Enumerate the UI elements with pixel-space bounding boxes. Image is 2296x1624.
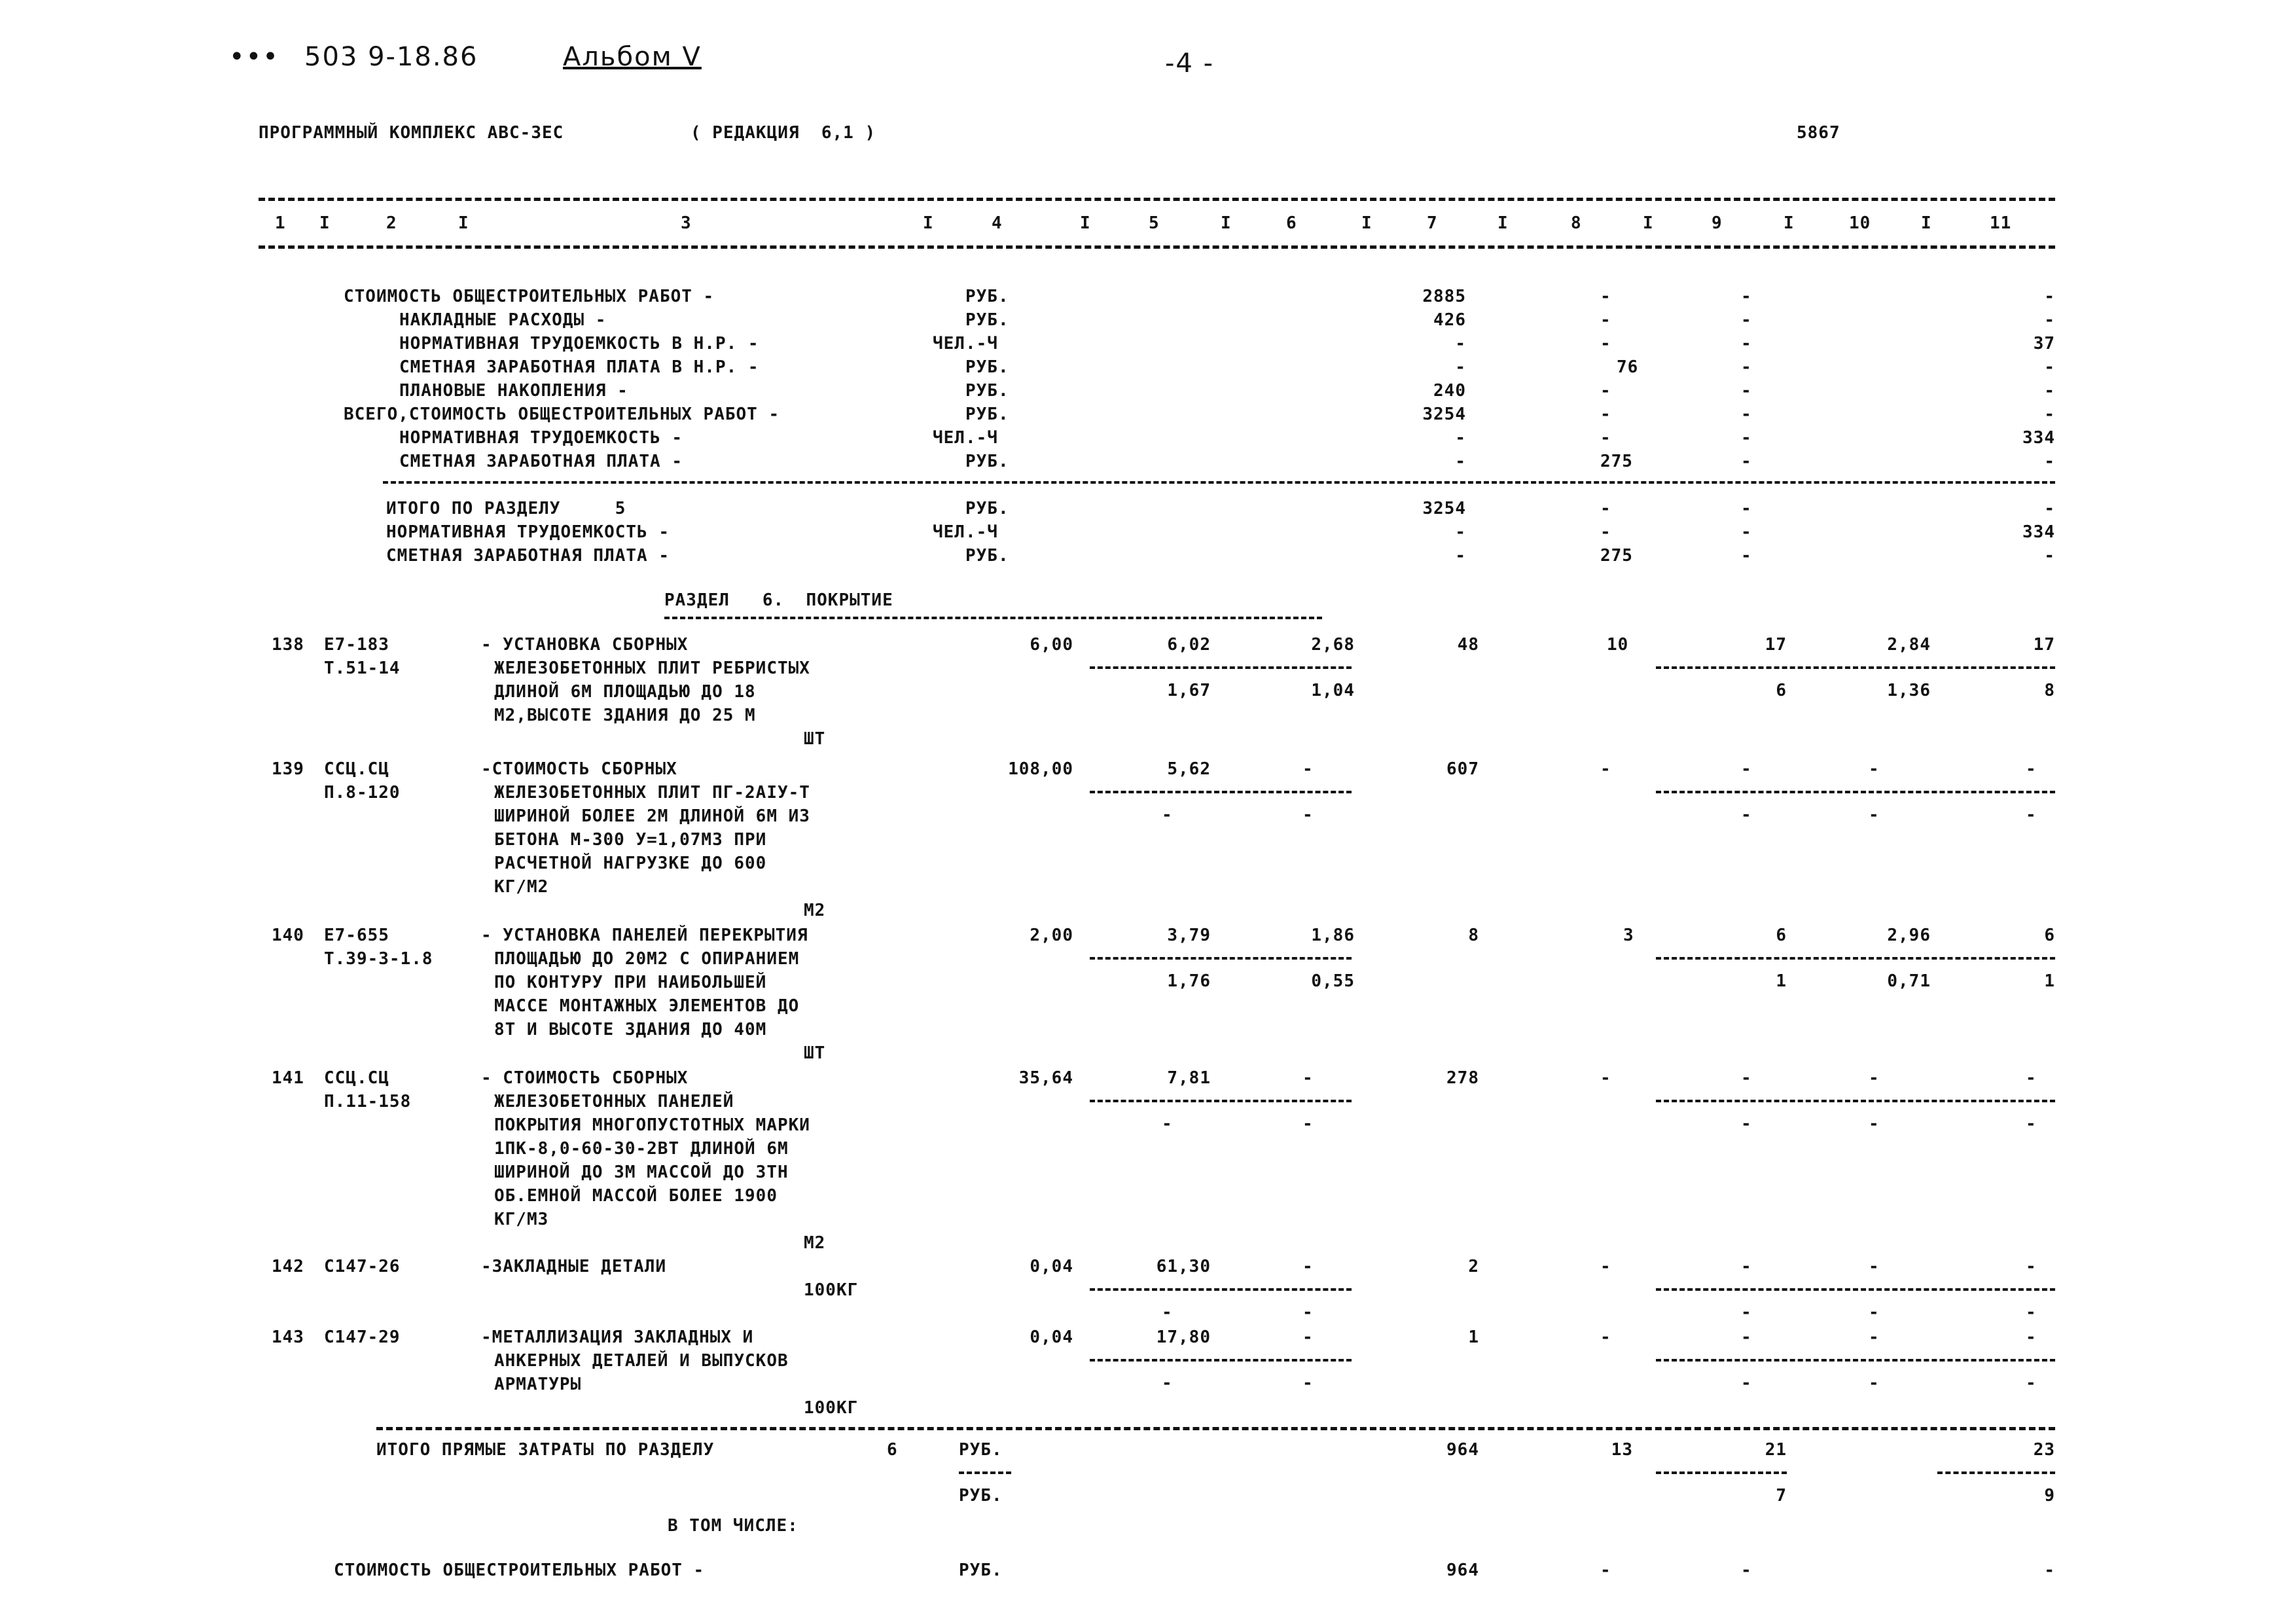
totals-col9: 7 bbox=[1776, 1486, 1787, 1506]
summary-row-col8: 76 bbox=[1617, 357, 1639, 377]
item-col11: - bbox=[2026, 1373, 2037, 1393]
summary-row-label: ВСЕГО,СТОИМОСТЬ ОБЩЕСТРОИТЕЛЬНЫХ РАБОТ - bbox=[344, 405, 780, 424]
column-separator: I bbox=[1921, 213, 1932, 233]
item-description-line: БЕТОНА М-300 У=1,07М3 ПРИ bbox=[494, 830, 767, 850]
summary-row-label: СТОИМОСТЬ ОБЩЕСТРОИТЕЛЬНЫХ РАБОТ - bbox=[344, 287, 715, 306]
item-code-ref: Т.39-3-1.8 bbox=[324, 949, 433, 969]
item-unit-wage: 1,86 bbox=[1311, 926, 1355, 945]
item-unit-wage: 2,68 bbox=[1311, 635, 1355, 655]
edition-label: ( РЕДАКЦИЯ 6,1 ) bbox=[691, 123, 876, 143]
fraction-line bbox=[1090, 1100, 1352, 1102]
item-unit-cost-machines: 1,67 bbox=[1167, 681, 1211, 700]
totals-col8: 13 bbox=[1611, 1440, 1633, 1460]
totals-rule bbox=[376, 1427, 2055, 1430]
summary-row-unit: ЧЕЛ.-Ч bbox=[933, 522, 998, 542]
summary-row-col9: - bbox=[1741, 287, 1752, 306]
handwritten-album: Альбом V bbox=[563, 42, 702, 72]
item-description-line: АРМАТУРЫ bbox=[494, 1375, 582, 1394]
summary-row-col7: - bbox=[1455, 357, 1466, 377]
item-col10: - bbox=[1869, 1114, 1880, 1134]
item-quantity: 0,04 bbox=[1030, 1257, 1073, 1276]
item-description-line: ПОКРЫТИЯ МНОГОПУСТОТНЫХ МАРКИ bbox=[494, 1115, 810, 1135]
item-total-wage: 10 bbox=[1607, 635, 1629, 655]
summary-row-col7: 3254 bbox=[1422, 405, 1466, 424]
item-description-line: КГ/М3 bbox=[494, 1210, 549, 1229]
summary-row-col8: - bbox=[1600, 522, 1611, 542]
item-code-ref: Т.51-14 bbox=[324, 659, 401, 678]
summary-row-col9: - bbox=[1741, 381, 1752, 401]
item-col9: - bbox=[1741, 1373, 1752, 1393]
summary-row-unit: РУБ. bbox=[965, 405, 1009, 424]
column-number-1: 1 bbox=[275, 213, 286, 233]
summary-row-col11: - bbox=[2044, 381, 2055, 401]
column-separator: I bbox=[1784, 213, 1795, 233]
summary-row-col11: - bbox=[2044, 1561, 2055, 1580]
summary-row-col8: 275 bbox=[1600, 452, 1633, 471]
item-col10: - bbox=[1869, 1373, 1880, 1393]
item-description-line: ПО КОНТУРУ ПРИ НАИБОЛЬШЕЙ bbox=[494, 973, 767, 992]
item-number: 139 bbox=[272, 759, 304, 779]
item-col11: 6 bbox=[2044, 926, 2055, 945]
item-unit-cost: 17,80 bbox=[1156, 1327, 1211, 1347]
summary-row-unit: РУБ. bbox=[965, 452, 1009, 471]
item-col9: 6 bbox=[1776, 926, 1787, 945]
item-description-line: ЖЕЛЕЗОБЕТОННЫХ ПЛИТ РЕБРИСТЫХ bbox=[494, 659, 810, 678]
item-code: С147-29 bbox=[324, 1327, 401, 1347]
item-col11: - bbox=[2026, 1327, 2037, 1347]
column-number-10: 10 bbox=[1849, 213, 1871, 233]
summary-row-unit: РУБ. bbox=[965, 546, 1009, 566]
column-separator: I bbox=[1080, 213, 1091, 233]
item-unit-cost-machines: - bbox=[1162, 1373, 1173, 1393]
header-rule-top bbox=[259, 198, 2055, 201]
fraction-line bbox=[1090, 666, 1352, 669]
item-description-line: - УСТАНОВКА СБОРНЫХ bbox=[481, 635, 689, 655]
column-separator: I bbox=[1643, 213, 1654, 233]
summary-row-label: НОРМАТИВНАЯ ТРУДОЕМКОСТЬ - bbox=[386, 522, 670, 542]
column-number-8: 8 bbox=[1571, 213, 1582, 233]
item-total-cost: 2 bbox=[1468, 1257, 1479, 1276]
item-quantity: 0,04 bbox=[1030, 1327, 1073, 1347]
item-unit: 100КГ bbox=[804, 1398, 859, 1418]
item-col10: 2,84 bbox=[1887, 635, 1931, 655]
item-col9: - bbox=[1741, 1068, 1752, 1088]
item-unit-cost: 5,62 bbox=[1167, 759, 1211, 779]
item-total-wage: - bbox=[1600, 1257, 1611, 1276]
item-description-line: РАСЧЕТНОЙ НАГРУЗКЕ ДО 600 bbox=[494, 854, 767, 873]
summary-row-col7: - bbox=[1455, 546, 1466, 566]
program-title: ПРОГРАММНЫЙ КОМПЛЕКС АВС-3ЕС bbox=[259, 123, 564, 143]
item-quantity: 6,00 bbox=[1030, 635, 1073, 655]
item-description-line: -СТОИМОСТЬ СБОРНЫХ bbox=[481, 759, 677, 779]
item-col10: 1,36 bbox=[1887, 681, 1931, 700]
item-col10: - bbox=[1869, 1068, 1880, 1088]
item-col10: 2,96 bbox=[1887, 926, 1931, 945]
item-code: Е7-655 bbox=[324, 926, 389, 945]
totals-section-number: 6 bbox=[887, 1440, 898, 1460]
summary-row-label: СТОИМОСТЬ ОБЩЕСТРОИТЕЛЬНЫХ РАБОТ - bbox=[334, 1561, 705, 1580]
item-unit-cost-machines: 1,76 bbox=[1167, 971, 1211, 991]
column-separator: I bbox=[1361, 213, 1372, 233]
item-description-line: 8Т И ВЫСОТЕ ЗДАНИЯ ДО 40М bbox=[494, 1020, 767, 1039]
summary-row-col7: 2885 bbox=[1422, 287, 1466, 306]
fraction-line bbox=[1656, 1359, 2055, 1362]
including-label: В ТОМ ЧИСЛЕ: bbox=[668, 1516, 798, 1536]
summary-row-col8: - bbox=[1600, 381, 1611, 401]
item-col9: - bbox=[1741, 1327, 1752, 1347]
summary-row-label: ПЛАНОВЫЕ НАКОПЛЕНИЯ - bbox=[399, 381, 628, 401]
totals-col7: 964 bbox=[1446, 1440, 1479, 1460]
block-separator bbox=[383, 481, 2055, 484]
item-total-cost: 607 bbox=[1446, 759, 1479, 779]
summary-row-col7: - bbox=[1455, 334, 1466, 353]
summary-row-col8: - bbox=[1600, 428, 1611, 448]
summary-row-unit: РУБ. bbox=[965, 381, 1009, 401]
fraction-line bbox=[1090, 957, 1352, 960]
item-col11: - bbox=[2026, 1068, 2037, 1088]
totals-col9: 21 bbox=[1765, 1440, 1787, 1460]
summary-row-col11: - bbox=[2044, 357, 2055, 377]
item-total-cost: 1 bbox=[1468, 1327, 1479, 1347]
item-code: ССЦ.СЦ bbox=[324, 759, 389, 779]
item-number: 143 bbox=[272, 1327, 304, 1347]
summary-row-col8: - bbox=[1600, 287, 1611, 306]
item-unit-cost: 3,79 bbox=[1167, 926, 1211, 945]
summary-row-col7: 426 bbox=[1433, 310, 1466, 330]
item-code: С147-26 bbox=[324, 1257, 401, 1276]
summary-row-col11: - bbox=[2044, 310, 2055, 330]
summary-row-col7: 964 bbox=[1446, 1561, 1479, 1580]
item-unit-wage-machines: - bbox=[1302, 805, 1314, 825]
summary-row-col7: 240 bbox=[1433, 381, 1466, 401]
item-col9: 1 bbox=[1776, 971, 1787, 991]
item-unit: 100КГ bbox=[804, 1280, 859, 1300]
item-unit-cost-machines: - bbox=[1162, 805, 1173, 825]
handwritten-mark: ••• bbox=[229, 42, 279, 72]
item-description-line: - УСТАНОВКА ПАНЕЛЕЙ ПЕРЕКРЫТИЯ bbox=[481, 926, 808, 945]
totals-col11: 23 bbox=[2033, 1440, 2055, 1460]
fraction-line bbox=[1090, 1359, 1352, 1362]
column-number-4: 4 bbox=[992, 213, 1003, 233]
column-number-2: 2 bbox=[386, 213, 397, 233]
item-unit-cost: 7,81 bbox=[1167, 1068, 1211, 1088]
fraction-line bbox=[1656, 1100, 2055, 1102]
item-unit-cost: 61,30 bbox=[1156, 1257, 1211, 1276]
item-code: Е7-183 bbox=[324, 635, 389, 655]
fraction-line bbox=[959, 1471, 1011, 1474]
item-unit-cost-machines: - bbox=[1162, 1114, 1173, 1134]
column-separator: I bbox=[1221, 213, 1232, 233]
summary-row-col9: - bbox=[1741, 499, 1752, 518]
fraction-line bbox=[1656, 791, 2055, 793]
item-col11: 17 bbox=[2033, 635, 2055, 655]
item-col9: 17 bbox=[1765, 635, 1787, 655]
item-col9: - bbox=[1741, 1303, 1752, 1322]
item-col11: - bbox=[2026, 1114, 2037, 1134]
item-col9: - bbox=[1741, 805, 1752, 825]
summary-row-col11: - bbox=[2044, 499, 2055, 518]
item-unit-wage-machines: - bbox=[1302, 1303, 1314, 1322]
item-description-line: ШИРИНОЙ ДО 3М МАССОЙ ДО 3ТН bbox=[494, 1163, 789, 1182]
summary-row-label: СМЕТНАЯ ЗАРАБОТНАЯ ПЛАТА - bbox=[399, 452, 683, 471]
column-separator: I bbox=[319, 213, 331, 233]
column-number-9: 9 bbox=[1712, 213, 1723, 233]
summary-row-unit: РУБ. bbox=[965, 499, 1009, 518]
handwritten-code: 503 9-18.86 bbox=[304, 42, 478, 72]
summary-row-label: НАКЛАДНЫЕ РАСХОДЫ - bbox=[399, 310, 607, 330]
summary-row-col9: - bbox=[1741, 522, 1752, 542]
section-title: РАЗДЕЛ 6. ПОКРЫТИЕ bbox=[664, 590, 893, 610]
summary-row-label: НОРМАТИВНАЯ ТРУДОЕМКОСТЬ В Н.Р. - bbox=[399, 334, 759, 353]
item-unit-wage: - bbox=[1302, 1327, 1314, 1347]
item-description-line: 1ПК-8,0-60-30-2ВТ ДЛИНОЙ 6М bbox=[494, 1139, 789, 1159]
item-col11: - bbox=[2026, 1257, 2037, 1276]
summary-row-col7: - bbox=[1455, 452, 1466, 471]
column-number-5: 5 bbox=[1149, 213, 1160, 233]
item-col10: - bbox=[1869, 1257, 1880, 1276]
section-title-underline bbox=[664, 617, 1322, 619]
item-unit-wage-machines: - bbox=[1302, 1373, 1314, 1393]
summary-row-col9: - bbox=[1741, 546, 1752, 566]
summary-row-unit: РУБ. bbox=[959, 1561, 1003, 1580]
summary-row-col8: - bbox=[1600, 310, 1611, 330]
summary-row-col8: - bbox=[1600, 405, 1611, 424]
summary-row-col9: - bbox=[1741, 334, 1752, 353]
fraction-line bbox=[1937, 1471, 2055, 1474]
summary-row-unit: РУБ. bbox=[965, 357, 1009, 377]
item-description-line: ДЛИНОЙ 6М ПЛОЩАДЬЮ ДО 18 bbox=[494, 682, 756, 702]
column-separator: I bbox=[458, 213, 469, 233]
item-description-line: ШИРИНОЙ БОЛЕЕ 2М ДЛИНОЙ 6М ИЗ bbox=[494, 806, 810, 826]
item-unit-wage: - bbox=[1302, 1257, 1314, 1276]
header-rule-bottom bbox=[259, 245, 2055, 249]
item-number: 138 bbox=[272, 635, 304, 655]
column-number-3: 3 bbox=[681, 213, 692, 233]
item-number: 141 bbox=[272, 1068, 304, 1088]
item-description-line: ЖЕЛЕЗОБЕТОННЫХ ПЛИТ ПГ-2АIУ-Т bbox=[494, 783, 810, 803]
item-unit-wage-machines: - bbox=[1302, 1114, 1314, 1134]
summary-row-col9: - bbox=[1741, 452, 1752, 471]
document-number: 5867 bbox=[1797, 123, 1840, 143]
summary-row-col9: - bbox=[1741, 1561, 1752, 1580]
item-description-line: КГ/М2 bbox=[494, 877, 549, 897]
summary-row-col8: - bbox=[1600, 334, 1611, 353]
item-col10: 0,71 bbox=[1887, 971, 1931, 991]
item-col11: - bbox=[2026, 1303, 2037, 1322]
summary-row-col11: - bbox=[2044, 405, 2055, 424]
summary-row-col11: - bbox=[2044, 546, 2055, 566]
fraction-line bbox=[1656, 957, 2055, 960]
summary-row-col7: - bbox=[1455, 428, 1466, 448]
summary-row-col9: - bbox=[1741, 310, 1752, 330]
item-col10: - bbox=[1869, 1327, 1880, 1347]
column-number-7: 7 bbox=[1427, 213, 1438, 233]
fraction-line bbox=[1656, 1288, 2055, 1291]
fraction-line bbox=[1090, 1288, 1352, 1291]
item-description-line: ОБ.ЕМНОЙ МАССОЙ БОЛЕЕ 1900 bbox=[494, 1186, 778, 1206]
item-unit-cost: 6,02 bbox=[1167, 635, 1211, 655]
column-number-6: 6 bbox=[1286, 213, 1297, 233]
item-unit-wage: - bbox=[1302, 759, 1314, 779]
item-code-ref: П.8-120 bbox=[324, 783, 401, 803]
summary-row-label: СМЕТНАЯ ЗАРАБОТНАЯ ПЛАТА - bbox=[386, 546, 670, 566]
item-col10: - bbox=[1869, 1303, 1880, 1322]
summary-row-col8: 275 bbox=[1600, 546, 1633, 566]
item-description-line: -ЗАКЛАДНЫЕ ДЕТАЛИ bbox=[481, 1257, 667, 1276]
item-total-wage: - bbox=[1600, 1068, 1611, 1088]
item-code-ref: П.11-158 bbox=[324, 1092, 412, 1111]
summary-row-label: СМЕТНАЯ ЗАРАБОТНАЯ ПЛАТА В Н.Р. - bbox=[399, 357, 759, 377]
item-quantity: 2,00 bbox=[1030, 926, 1073, 945]
item-quantity: 108,00 bbox=[1008, 759, 1073, 779]
fraction-line bbox=[1656, 1471, 1787, 1474]
item-col11: - bbox=[2026, 759, 2037, 779]
item-code: ССЦ.СЦ bbox=[324, 1068, 389, 1088]
item-description-line: М2,ВЫСОТЕ ЗДАНИЯ ДО 25 М bbox=[494, 706, 756, 725]
item-unit: М2 bbox=[804, 1233, 826, 1253]
summary-row-col8: - bbox=[1600, 499, 1611, 518]
summary-row-col11: 37 bbox=[2033, 334, 2055, 353]
summary-row-col11: - bbox=[2044, 452, 2055, 471]
summary-row-unit: ЧЕЛ.-Ч bbox=[933, 428, 998, 448]
item-total-wage: 3 bbox=[1623, 926, 1634, 945]
item-quantity: 35,64 bbox=[1018, 1068, 1073, 1088]
summary-row-col7: - bbox=[1455, 522, 1466, 542]
column-separator: I bbox=[1498, 213, 1509, 233]
summary-row-unit: РУБ. bbox=[965, 310, 1009, 330]
summary-row-col7: 3254 bbox=[1422, 499, 1466, 518]
item-unit-cost-machines: - bbox=[1162, 1303, 1173, 1322]
item-total-wage: - bbox=[1600, 1327, 1611, 1347]
summary-row-unit: ЧЕЛ.-Ч bbox=[933, 334, 998, 353]
fraction-line bbox=[1656, 666, 2055, 669]
totals-unit: РУБ. bbox=[959, 1440, 1003, 1460]
item-total-cost: 278 bbox=[1446, 1068, 1479, 1088]
summary-row-col9: - bbox=[1741, 357, 1752, 377]
item-col9: - bbox=[1741, 1257, 1752, 1276]
item-description-line: МАССЕ МОНТАЖНЫХ ЭЛЕМЕНТОВ ДО bbox=[494, 996, 800, 1016]
item-description-line: ЖЕЛЕЗОБЕТОННЫХ ПАНЕЛЕЙ bbox=[494, 1092, 734, 1111]
summary-row-col11: - bbox=[2044, 287, 2055, 306]
summary-row-col11: 334 bbox=[2022, 522, 2055, 542]
item-total-cost: 8 bbox=[1468, 926, 1479, 945]
page-number: -4 - bbox=[1165, 48, 1215, 79]
summary-row-col9: - bbox=[1741, 428, 1752, 448]
totals-unit: РУБ. bbox=[959, 1486, 1003, 1506]
summary-row-label: ИТОГО ПО РАЗДЕЛУ 5 bbox=[386, 499, 626, 518]
item-total-wage: - bbox=[1600, 759, 1611, 779]
item-description-line: - СТОИМОСТЬ СБОРНЫХ bbox=[481, 1068, 689, 1088]
item-col9: - bbox=[1741, 759, 1752, 779]
summary-row-col8: - bbox=[1600, 1561, 1611, 1580]
item-col10: - bbox=[1869, 805, 1880, 825]
totals-label: ИТОГО ПРЯМЫЕ ЗАТРАТЫ ПО РАЗДЕЛУ bbox=[376, 1440, 715, 1460]
summary-row-label: НОРМАТИВНАЯ ТРУДОЕМКОСТЬ - bbox=[399, 428, 683, 448]
item-col11: 1 bbox=[2044, 971, 2055, 991]
item-col10: - bbox=[1869, 759, 1880, 779]
item-number: 142 bbox=[272, 1257, 304, 1276]
summary-row-col9: - bbox=[1741, 405, 1752, 424]
item-unit: ШТ bbox=[804, 1043, 826, 1063]
item-unit-wage-machines: 1,04 bbox=[1311, 681, 1355, 700]
item-unit-wage-machines: 0,55 bbox=[1311, 971, 1355, 991]
column-number-11: 11 bbox=[1990, 213, 2012, 233]
item-col9: - bbox=[1741, 1114, 1752, 1134]
fraction-line bbox=[1090, 791, 1352, 793]
item-unit: ШТ bbox=[804, 729, 826, 749]
summary-row-col11: 334 bbox=[2022, 428, 2055, 448]
item-col11: 8 bbox=[2044, 681, 2055, 700]
item-col9: 6 bbox=[1776, 681, 1787, 700]
item-unit-wage: - bbox=[1302, 1068, 1314, 1088]
item-description-line: ПЛОЩАДЬЮ ДО 20М2 С ОПИРАНИЕМ bbox=[494, 949, 800, 969]
item-description-line: АНКЕРНЫХ ДЕТАЛЕЙ И ВЫПУСКОВ bbox=[494, 1351, 789, 1371]
item-number: 140 bbox=[272, 926, 304, 945]
item-description-line: -МЕТАЛЛИЗАЦИЯ ЗАКЛАДНЫХ И bbox=[481, 1327, 754, 1347]
item-total-cost: 48 bbox=[1457, 635, 1479, 655]
summary-row-unit: РУБ. bbox=[965, 287, 1009, 306]
totals-col11: 9 bbox=[2044, 1486, 2055, 1506]
item-col11: - bbox=[2026, 805, 2037, 825]
column-separator: I bbox=[923, 213, 934, 233]
item-unit: М2 bbox=[804, 901, 826, 920]
